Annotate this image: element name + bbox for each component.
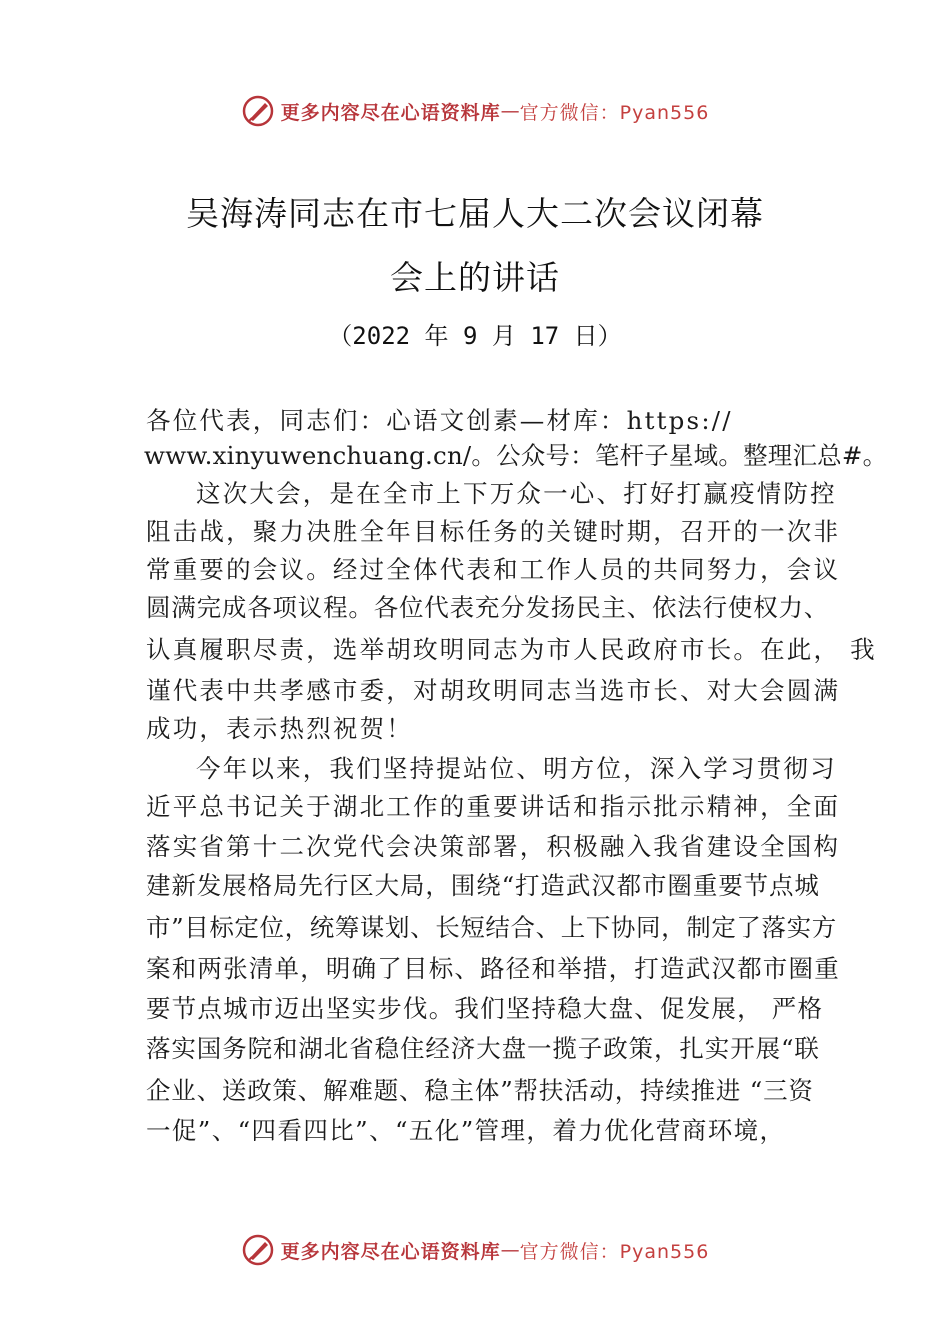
body-line: 市”目标定位，统筹谋划、长短结合、上下协同，制定了落实方 xyxy=(146,913,837,942)
body-line: 成功，表示热烈祝贺！ xyxy=(146,714,413,743)
watermark-brand: 更多内容尽在心语资料库 xyxy=(280,101,501,124)
body-line: 落实国务院和湖北省稳住经济大盘一揽子政策，扎实开展“联 xyxy=(146,1034,820,1063)
watermark-wechat: 官方微信：Pyan556 xyxy=(519,101,710,124)
body-line: 这次大会，是在全市上下万众一心、打好打赢疫情防控 xyxy=(196,479,837,508)
body-line: 谨代表中共孝感市委，对胡玫明同志当选市长、对大会圆满 xyxy=(146,676,841,705)
quill-logo-icon xyxy=(241,94,275,128)
body-line: 一促”、“四看四比”、“五化”管理，着力优化营商环境， xyxy=(146,1116,786,1145)
body-line: 要节点城市迈出坚实步伐。我们坚持稳大盘、促发展， 严格 xyxy=(146,994,824,1023)
document-title-line-1: 吴海涛同志在市七届人大二次会议闭幕 xyxy=(186,194,764,233)
body-line: 企业、送政策、解难题、稳主体”帮扶活动，持续推进 “三资 xyxy=(146,1076,814,1105)
body-line: 阻击战，聚力决胜全年目标任务的关键时期，召开的一次非 xyxy=(146,517,841,546)
body-line: 案和两张清单，明确了目标、路径和举措，打造武汉都市圈重 xyxy=(146,954,840,983)
document-title-line-2: 会上的讲话 xyxy=(390,258,560,297)
body-line: 建新发展格局先行区大局，围绕“打造武汉都市圈重要节点城 xyxy=(146,871,820,900)
body-line: 今年以来，我们坚持提站位、明方位，深入学习贯彻习 xyxy=(196,754,837,783)
body-line: 圆满完成各项议程。各位代表充分发扬民主、依法行使权力、 xyxy=(146,593,830,622)
speech-date: （2022 年 9 月 17 日） xyxy=(328,322,622,350)
body-line: 认真履职尽责，选举胡玫明同志为市人民政府市长。在此， 我 xyxy=(146,635,877,664)
quill-logo-icon xyxy=(241,1233,275,1267)
watermark-banner-top xyxy=(0,94,950,128)
body-line: 常重要的会议。经过全体代表和工作人员的共同努力，会议 xyxy=(146,555,841,584)
watermark-dash: — xyxy=(500,100,520,122)
body-line: www.xinyuwenchuang.cn/。公众号：笔杆子星域。整理汇总#。 xyxy=(144,441,888,470)
watermark-dash: — xyxy=(500,1239,520,1261)
body-line: 近平总书记关于湖北工作的重要讲话和指示批示精神，全面 xyxy=(146,792,841,821)
body-line: 落实省第十二次党代会决策部署，积极融入我省建设全国构 xyxy=(146,832,841,861)
body-line: 各位代表，同志们：心语文创素—材库：https:// xyxy=(146,406,733,435)
watermark-brand: 更多内容尽在心语资料库 xyxy=(280,1240,501,1263)
watermark-wechat: 官方微信：Pyan556 xyxy=(519,1240,710,1263)
watermark-banner-bottom xyxy=(0,1233,950,1267)
